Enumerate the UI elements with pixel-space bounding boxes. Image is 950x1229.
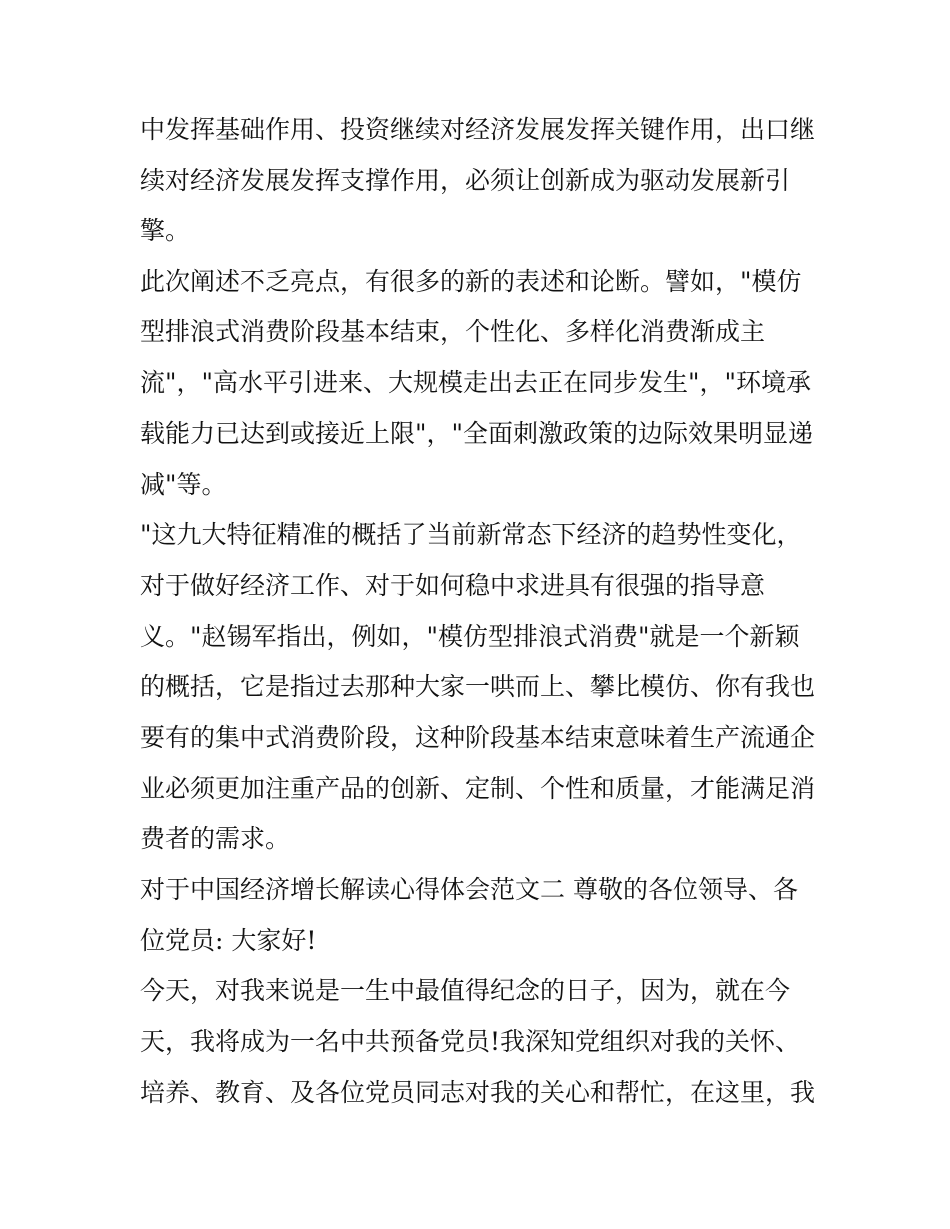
text-line: 对于中国经济增长解读心得体会范文二 尊敬的各位领导、各 [140,875,798,904]
text-line: 减"等。 [140,470,227,499]
text-line: 位党员: 大家好! [140,926,317,955]
text-line: 要有的集中式消费阶段，这种阶段基本结束意味着生产流通企 [140,723,816,752]
text-line: 此次阐述不乏亮点，有很多的新的表述和论断。譬如，"模仿 [140,267,802,296]
text-line: 培养、教育、及各位党员同志对我的关心和帮忙，在这里，我 [140,1078,816,1107]
text-line: 型排浪式消费阶段基本结束，个性化、多样化消费渐成主 [140,317,766,346]
text-line: 今天，对我来说是一生中最值得纪念的日子，因为，就在今 [140,976,791,1005]
text-line: 天，我将成为一名中共预备党员!我深知党组织对我的关怀、 [140,1027,801,1056]
text-line: 流"，"高水平引进来、大规模走出去正在同步发生"，"环境承 [140,368,811,397]
text-line: 业必须更加注重产品的创新、定制、个性和质量，才能满足消 [140,774,816,803]
text-line: "这九大特征精准的概括了当前新常态下经济的趋势性变化， [140,520,802,549]
text-line: 续对经济发展发挥支撑作用，必须让创新成为驱动发展新引 [140,166,791,195]
text-line: 擎。 [140,216,191,245]
text-line: 的概括，它是指过去那种大家一哄而上、攀比模仿、你有我也 [140,672,816,701]
text-line: 中发挥基础作用、投资继续对经济发展发挥关键作用，出口继 [140,115,816,144]
text-line: 载能力已达到或接近上限"，"全面刺激政策的边际效果明显递 [140,419,814,448]
text-line: 对于做好经济工作、对于如何稳中求进具有很强的指导意 [140,571,766,600]
text-line: 义。"赵锡军指出，例如，"模仿型排浪式消费"就是一个新颖 [140,622,800,651]
text-line: 费者的需求。 [140,824,291,853]
